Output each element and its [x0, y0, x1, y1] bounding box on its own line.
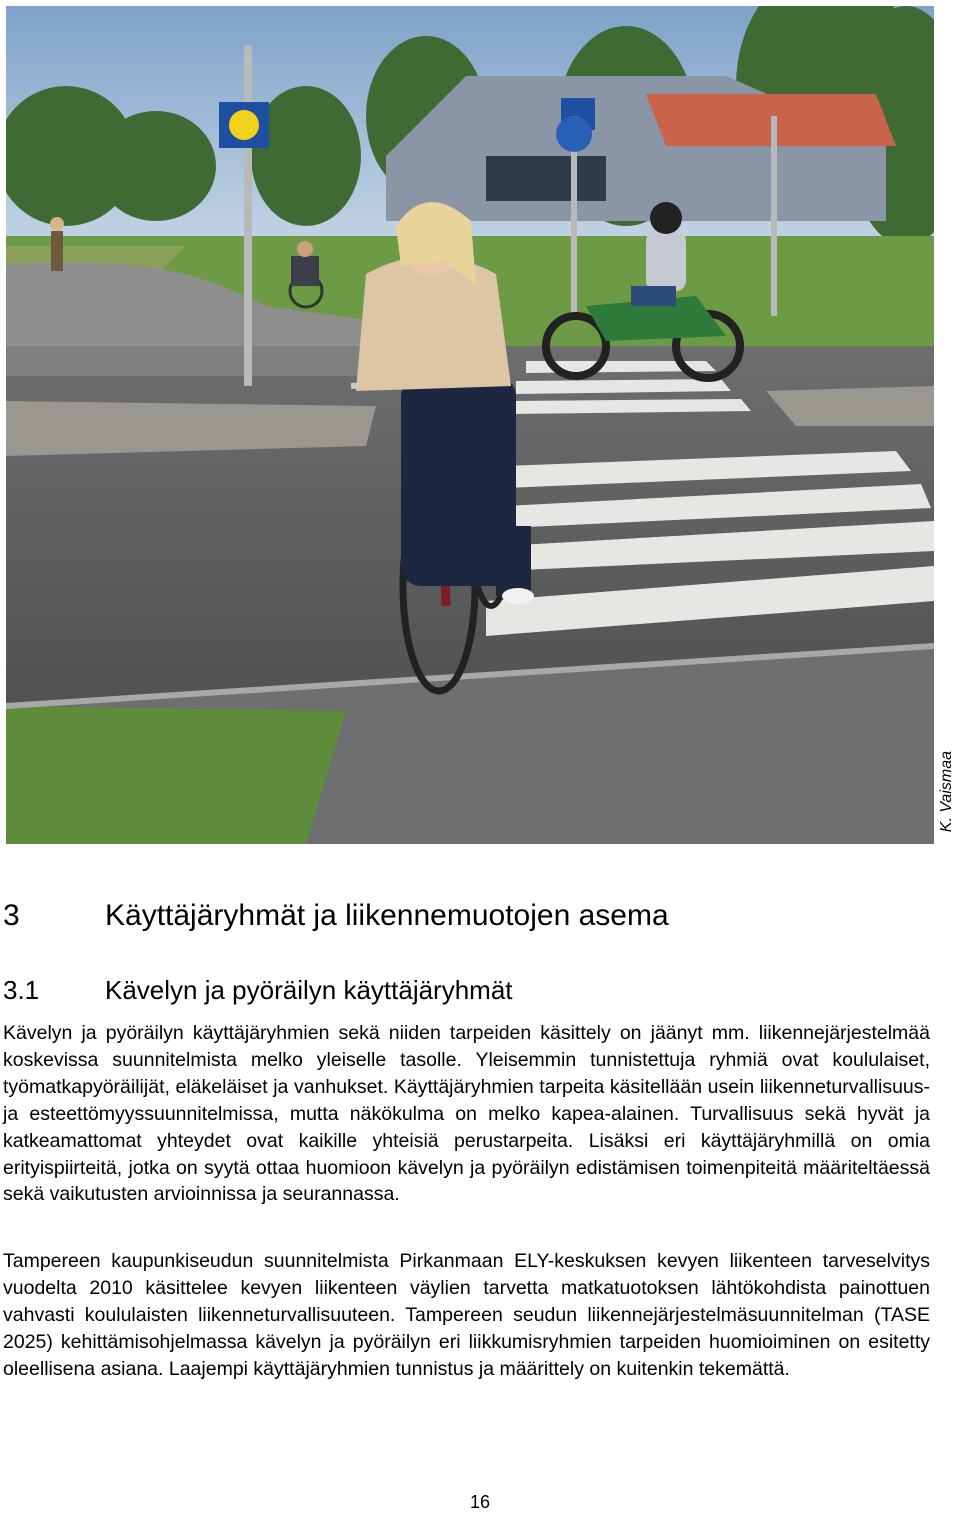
subsection-number: 3.1 — [3, 975, 40, 1005]
body-paragraph-1: Kävelyn ja pyöräilyn käyttäjäryhmien sekä niiden tarpeiden käsittely on jäänyt mm. liikennejärjestelmää koskevissa suunnitelmista melko yleiselle tasolle. Yleisemmin tunnistettuja ryhmiä ovat koululaiset, työmatkapyöräilijät, eläkeläiset ja vanhukset. Käyttäjäryhmien tarpeita käsitellään usein liikenneturvallisuus- ja esteettömyyssuunnitelmissa, mutta näkökulma on melko kapea-alainen. Turvallisuus sekä hyvät ja katkeamattomat yhteydet ovat kaikille yhteisiä perustarpeita. Lisäksi eri käyttäjäryhmillä on omia erityispiirteitä, jotka on syytä ottaa huomioon kävelyn ja pyöräilyn edistämisen toimenpiteitä määriteltäessä sekä vaikutusten arvioinnissa ja seurannassa. — [3, 1022, 930, 1206]
section-title: Käyttäjäryhmät ja liikennemuotojen asema — [105, 899, 669, 932]
subsection-title: Kävelyn ja pyöräilyn käyttäjäryhmät — [105, 975, 513, 1005]
section-number: 3 — [3, 899, 20, 932]
section-heading — [3, 896, 669, 936]
body-paragraph-2: Tampereen kaupunkiseudun suunnitelmista Pirkanmaan ELY-keskuksen kevyen liikenteen tarveselvitys vuodelta 2010 käsittelee kevyen liikenteen väylien tarvetta matkatuotoksen lähtökohdista painottuen vahvasti koululaisten liikenneturvallisuuteen. Tampereen seudun liikennejärjestelmäsuunnitelman (TASE 2025) kehittämisohjelmassa kävelyn ja pyöräilyn eri liikkumisryhmien tarpeiden huomioiminen on esitetty oleellisena asiana. Laajempi käyttäjäryhmien tunnistus ja määrittely on kuitenkin tekemättä. — [3, 1250, 930, 1380]
photo-credit — [934, 6, 960, 844]
photo-credit-text: K. Vaismaa — [938, 750, 955, 832]
page-number: 16 — [469, 1492, 491, 1512]
cyclist-crosswalk-photo — [6, 6, 934, 844]
subsection-heading — [3, 972, 513, 1008]
photo-illustration — [6, 6, 934, 844]
